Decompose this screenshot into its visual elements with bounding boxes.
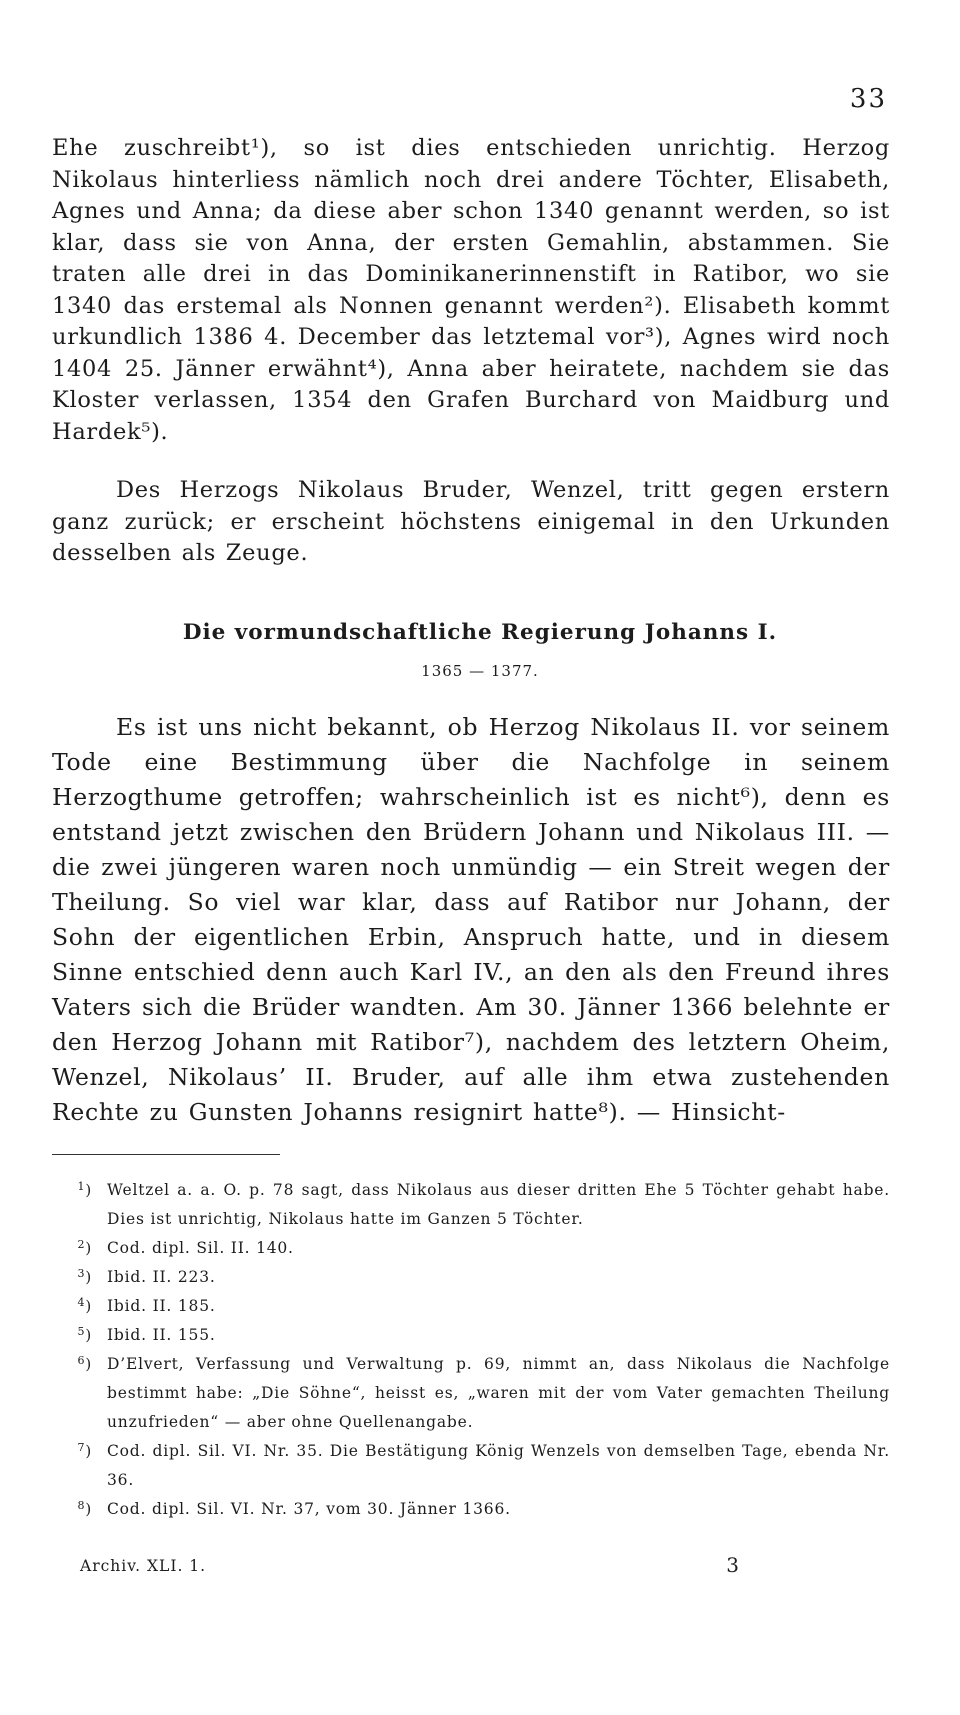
section-heading: Die vormundschaftliche Regierung Johanns I. xyxy=(182,620,778,645)
footnote-mark: $^6$) xyxy=(77,1354,92,1373)
footnote xyxy=(52,1263,890,1292)
footnote-mark: $^4$) xyxy=(77,1296,92,1315)
footnote-mark: $^5$) xyxy=(77,1325,92,1344)
footnote-text: D’Elvert, Verfassung und Verwaltung p. 69, nimmt an, dass Nikolaus die Nachfolge bestimmt habe: „Die Söhne“, heisst es, „waren mit der vom Vater gemachten Theilung unzufrieden“ — aber ohne Quellenangabe. xyxy=(107,1355,890,1431)
footnote xyxy=(52,1437,890,1495)
page-number: 33 xyxy=(849,84,887,114)
paragraph-text: Des Herzogs Nikolaus Bruder, Wenzel, tritt gegen erstern ganz zurück; er erscheint höchstens einigemal in den Urkunden desselben als Zeuge. xyxy=(52,477,890,566)
footnote-mark: $^7$) xyxy=(77,1441,92,1460)
paragraph-1 xyxy=(52,133,890,448)
footnote xyxy=(52,1350,890,1437)
footnote-separator-rule xyxy=(52,1154,280,1155)
footnote-text: Cod. dipl. Sil. VI. Nr. 37, vom 30. Jänner 1366. xyxy=(107,1500,511,1518)
paragraph-2 xyxy=(52,475,890,570)
footnote-text: Weltzel a. a. O. p. 78 sagt, dass Nikolaus aus dieser dritten Ehe 5 Töchter gehabt habe. Dies ist unrichtig, Nikolaus hatte im Ganzen 5 Töchter. xyxy=(107,1181,890,1228)
sheet-number: 3 xyxy=(726,1553,740,1577)
footnote-mark: $^3$) xyxy=(77,1267,92,1286)
footnote xyxy=(52,1292,890,1321)
footnote xyxy=(52,1495,890,1524)
footnote xyxy=(52,1321,890,1350)
paragraph-text: Es ist uns nicht bekannt, ob Herzog Nikolaus II. vor seinem Tode eine Bestimmung über die Nachfolge in seinem Herzogthume getroffen; wahrscheinlich ist es nicht⁶), denn es entstand jetzt zwischen den Brüdern Johann und Nikolaus III. — die zwei jüngeren waren noch unmündig — ein Streit wegen der Theilung. So viel war klar, dass auf Ratibor nur Johann, der Sohn der eigentlichen Erbin, Anspruch hatte, und in diesem Sinne entschied denn auch Karl IV., an den als den Freund ihres Vaters sich die Brüder wandten. Am 30. Jänner 1366 belehnte er den Herzog Johann mit Ratibor⁷), nachdem des letztern Oheim, Wenzel, Nikolaus’ II. Bruder, auf alle ihm etwa zustehenden Rechte zu Gunsten Johanns resignirt hatte⁸). — Hinsicht- xyxy=(52,713,890,1126)
signature-mark: Archiv. XLI. 1. xyxy=(80,1557,207,1575)
footnote-mark: $^8$) xyxy=(77,1499,92,1518)
footnote xyxy=(52,1176,890,1234)
footnote-text: Cod. dipl. Sil. VI. Nr. 35. Die Bestätigung König Wenzels von demselben Tage, ebenda Nr. 36. xyxy=(107,1442,890,1489)
footnote-text: Ibid. II. 155. xyxy=(107,1326,216,1344)
section-date-range: 1365 — 1377. xyxy=(421,662,539,680)
section-paragraph xyxy=(52,710,890,1130)
footnote-text: Ibid. II. 223. xyxy=(107,1268,216,1286)
footnote-mark: $^1$) xyxy=(77,1180,92,1199)
footnote-mark: $^2$) xyxy=(77,1238,92,1257)
footnote xyxy=(52,1234,890,1263)
paragraph-text: Ehe zuschreibt¹), so ist dies entschieden unrichtig. Herzog Nikolaus hinterliess nämlich noch drei andere Töchter, Elisabeth, Agnes und Anna; da diese aber schon 1340 genannt werden, so ist klar, dass sie von Anna, der ersten Gemahlin, abstammen. Sie traten alle drei in das Dominikanerinnenstift in Ratibor, wo sie 1340 das erstemal als Nonnen genannt werden²). Elisabeth kommt urkundlich 1386 4. December das letztemal vor³), Agnes wird noch 1404 25. Jänner erwähnt⁴), Anna aber heiratete, nachdem sie das Kloster verlassen, 1354 den Grafen Burchard von Maidburg und Hardek⁵). xyxy=(52,135,890,445)
footnote-text: Ibid. II. 185. xyxy=(107,1297,216,1315)
footnotes xyxy=(52,1176,890,1524)
footnote-text: Cod. dipl. Sil. II. 140. xyxy=(107,1239,294,1257)
